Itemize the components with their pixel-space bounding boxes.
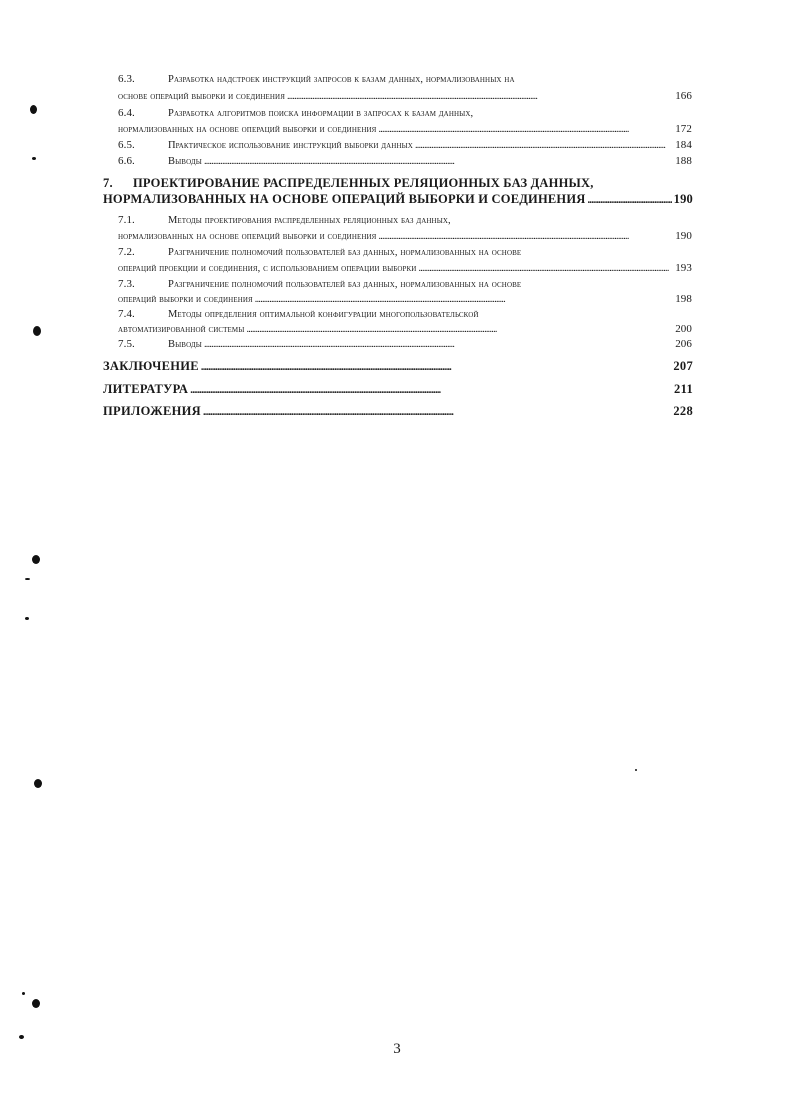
toc-entry-page: 166 (675, 90, 692, 102)
toc-entry-title-cont: нормализованных на основе операций выборки и соединения (118, 231, 377, 242)
scan-speck (22, 992, 25, 995)
toc-entry-title-cont: основе операций выборки и соединения (118, 91, 285, 102)
section-title: ЗАКЛЮЧЕНИЕ (103, 359, 199, 373)
toc-entry-title-cont: автоматизированной системы (118, 324, 245, 335)
toc-entry-number: 6.6. (118, 155, 135, 167)
toc-entry-number: 6.4. (118, 107, 135, 119)
leader-dots (203, 403, 671, 419)
scan-speck (32, 157, 36, 160)
toc-entry-title: Выводы (168, 156, 202, 167)
toc-entry-page: 200 (675, 323, 692, 335)
toc-entry-6-5 (118, 138, 692, 152)
scan-speck (32, 999, 40, 1008)
toc-entry-title: Разработка надстроек инструкций запросов к базам данных, нормализованных на (168, 74, 515, 85)
toc-entry-title: Разработка алгоритмов поиска информации в запросах к базам данных, (168, 108, 474, 119)
toc-conclusion (103, 358, 693, 374)
toc-entry-title: Методы определения оптимальной конфигурации многопользовательской (168, 309, 479, 320)
section-page: 207 (673, 359, 693, 373)
toc-appendices (103, 403, 693, 419)
toc-entry-title-cont: операций выборки и соединения (118, 294, 253, 305)
toc-entry-title: Разграничение полномочий пользователей баз данных, нормализованных на основе (168, 247, 522, 258)
section-page: 228 (673, 404, 693, 418)
chapter-title: ПРОЕКТИРОВАНИЕ РАСПРЕДЕЛЕННЫХ РЕЛЯЦИОННЫХ БАЗ ДАННЫХ, (133, 176, 594, 190)
leader-dots (418, 262, 673, 275)
toc-entry-page: 198 (675, 293, 692, 305)
toc-entry-page: 206 (675, 338, 692, 350)
toc-entry-7-5 (118, 337, 692, 351)
section-title: ЛИТЕРАТУРА (103, 382, 189, 396)
toc-entry-title: Практическое использование инструкций выборки данных (168, 140, 413, 151)
chapter-title-cont: НОРМАЛИЗОВАННЫХ НА ОСНОВЕ ОПЕРАЦИЙ ВЫБОРКИ И СОЕДИНЕНИЯ (103, 192, 586, 206)
toc-entry-page: 190 (675, 230, 692, 242)
leader-dots (190, 381, 672, 397)
toc-entry-number: 7.2. (118, 246, 135, 258)
scan-speck (635, 769, 637, 771)
scan-speck (25, 617, 29, 620)
scan-speck (34, 779, 42, 788)
toc-entry-title: Выводы (168, 339, 202, 350)
leader-dots (204, 155, 673, 168)
chapter-page: 190 (673, 192, 693, 206)
scan-speck (25, 578, 30, 580)
leader-dots (378, 230, 673, 243)
leader-dots (378, 123, 673, 136)
section-title: ПРИЛОЖЕНИЯ (103, 404, 201, 418)
leader-dots (246, 323, 673, 336)
toc-entry-number: 6.3. (118, 73, 135, 85)
toc-entry-page: 193 (675, 262, 692, 274)
leader-dots (415, 139, 673, 152)
toc-entry-page: 188 (675, 155, 692, 167)
page-number: 3 (393, 1041, 401, 1057)
leader-dots (588, 191, 672, 207)
toc-entry-number: 6.5. (118, 139, 135, 151)
toc-entry-number: 7.4. (118, 308, 135, 320)
toc-entry-number: 7.3. (118, 278, 135, 290)
scan-speck (19, 1035, 24, 1039)
toc-entry-page: 184 (675, 139, 692, 151)
leader-dots (287, 90, 673, 103)
toc-entry-page: 172 (675, 123, 692, 135)
toc-entry-title-cont: нормализованных на основе операций выборки и соединения (118, 124, 377, 135)
leader-dots (255, 293, 673, 306)
toc-entry-6-6 (118, 154, 692, 168)
toc-entry-title: Разграничение полномочий пользователей баз данных, нормализованных на основе (168, 279, 522, 290)
toc-literature (103, 381, 693, 397)
toc-entry-title: Методы проектирования распределенных реляционных баз данных, (168, 215, 451, 226)
scan-speck (33, 326, 41, 336)
leader-dots (201, 358, 671, 374)
section-page: 211 (674, 382, 693, 396)
scan-speck (30, 105, 37, 114)
leader-dots (204, 338, 673, 351)
scan-speck (32, 555, 40, 564)
toc-entry-number: 7.5. (118, 338, 135, 350)
toc-entry-title-cont: операций проекции и соединения, с использованием операции выборки (118, 263, 417, 274)
toc-entry-number: 7.1. (118, 214, 135, 226)
chapter-number: 7. (103, 176, 113, 190)
